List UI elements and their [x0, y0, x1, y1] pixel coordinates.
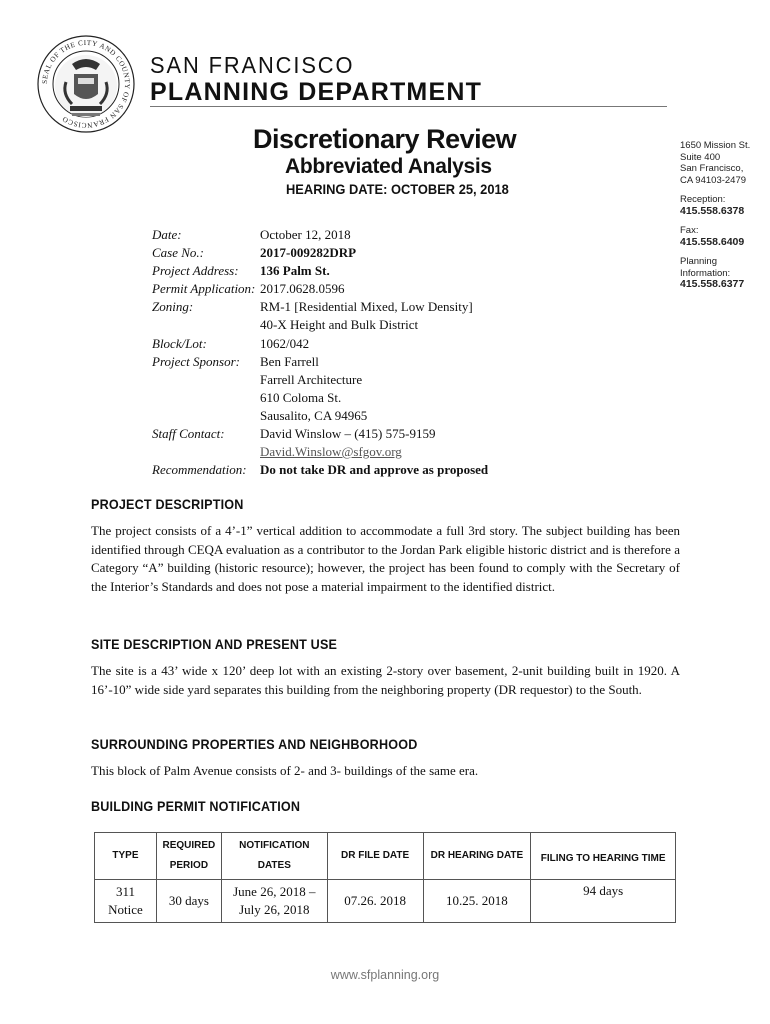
sponsor-value: Farrell Architecture	[260, 371, 363, 387]
column-header-type: TYPE	[95, 833, 157, 880]
fax-label: Fax:	[680, 225, 699, 236]
column-header-dr-file-date: DR FILE DATE	[327, 833, 423, 880]
address-line: San Francisco,	[680, 163, 744, 174]
cell-filing-to-hearing: 94 days	[531, 880, 676, 923]
planning-label: Information:	[680, 267, 731, 279]
zoning-value: RM-1 [Residential Mixed, Low Density]	[260, 299, 473, 315]
info-row-date	[152, 226, 488, 244]
sponsor-value: Ben Farrell	[260, 353, 319, 369]
seal-ring-text: SEAL OF THE CITY AND COUNTY OF SAN FRANCISCO	[40, 38, 132, 130]
section-heading-notification: BUILDING PERMIT NOTIFICATION	[91, 798, 301, 814]
info-row-address	[152, 262, 488, 280]
hearing-date: HEARING DATE: OCTOBER 25, 2018	[286, 181, 509, 197]
info-row-recommendation	[152, 461, 488, 479]
cell-dr-file-date: 07.26. 2018	[327, 880, 423, 923]
surrounding-text: This block of Palm Avenue consists of 2- and 3- buildings of the same era.	[91, 763, 479, 778]
city-seal-logo	[36, 34, 136, 134]
info-label: Staff Contact:	[152, 426, 225, 442]
staff-contact: David Winslow – (415) 575-9159	[260, 426, 436, 442]
project-description-text: The project consists of a 4’-1” vertical addition to accommodate a full 3rd story. The subject building has been identified through CEQA evaluation as a contributor to the Jordan Park eligible historic district and is therefore a Category “A” building (historic resource); however, the project has been found to comply with the Secretary of the Interior’s Standards and does not pose a material impairment to the identified district.	[91, 523, 680, 594]
info-row-case	[152, 244, 488, 262]
address-line: 1650 Mission St.	[680, 140, 751, 151]
department-name: PLANNING DEPARTMENT	[150, 78, 483, 106]
cell-dr-hearing-date: 10.25. 2018	[423, 880, 531, 923]
cell-notification-dates: June 26, 2018 – July 26, 2018	[221, 880, 327, 923]
table-header-row	[95, 833, 676, 880]
footer-url: www.sfplanning.org	[330, 968, 440, 982]
contact-sidebar	[680, 140, 765, 291]
case-info	[152, 226, 488, 479]
column-header-notification-dates: NOTIFICATION DATES	[221, 833, 327, 880]
sponsor-value: Sausalito, CA 94965	[260, 407, 368, 423]
info-label: Zoning:	[152, 299, 194, 315]
section-heading-project-description: PROJECT DESCRIPTION	[91, 496, 244, 512]
info-row-zoning	[152, 298, 488, 316]
column-header-dr-hearing-date: DR HEARING DATE	[423, 833, 531, 880]
info-row-blocklot	[152, 335, 488, 353]
info-label: Project Address:	[152, 263, 239, 279]
section-heading-site: SITE DESCRIPTION AND PRESENT USE	[91, 636, 338, 652]
recommendation-value: Do not take DR and approve as proposed	[260, 462, 489, 478]
blocklot-value: 1062/042	[260, 335, 310, 351]
info-label: Date:	[152, 227, 182, 242]
permit-number: 2017.0628.0596	[260, 281, 345, 297]
document-title: Discretionary Review	[253, 124, 517, 154]
staff-email-link[interactable]: David.Winslow@sfgov.org	[260, 444, 402, 460]
info-label: Project Sponsor:	[152, 353, 240, 369]
planning-phone: 415.558.6377	[680, 278, 745, 290]
info-label: Recommendation:	[152, 462, 247, 478]
cell-type: 311 Notice	[95, 880, 157, 923]
table-row	[95, 880, 676, 923]
planning-label: Planning	[680, 256, 717, 267]
info-row-zoning-cont	[152, 316, 488, 334]
project-address: 136 Palm St.	[260, 263, 330, 279]
reception-label: Reception:	[680, 194, 726, 205]
info-row-permit	[152, 280, 488, 298]
column-header-required-period: REQUIRED PERIOD	[156, 833, 221, 880]
department-city: SAN FRANCISCO	[150, 52, 355, 78]
column-header-filing-to-hearing: FILING TO HEARING TIME	[531, 833, 676, 880]
address-line: CA 94103-2479	[680, 174, 747, 186]
notification-table	[94, 832, 676, 923]
site-description-text: The site is a 43’ wide x 120’ deep lot with an existing 2-story over basement, 2-unit building built in 1920. A 16’-10” wide side yard separates this building from the neighboring property (DR requestor) to the South.	[91, 663, 680, 697]
section-heading-surrounding: SURROUNDING PROPERTIES AND NEIGHBORHOOD	[91, 736, 418, 752]
document-subtitle: Abbreviated Analysis	[285, 155, 492, 178]
info-row-sponsor	[152, 353, 488, 371]
sponsor-value: 610 Coloma St.	[260, 389, 342, 405]
info-label: Case No.:	[152, 245, 204, 261]
header-divider	[150, 106, 667, 107]
cell-period: 30 days	[156, 880, 221, 923]
fax-phone: 415.558.6409	[680, 235, 745, 248]
case-number: 2017-009282DRP	[260, 245, 357, 261]
seal-graphic	[36, 34, 136, 134]
info-value: October 12, 2018	[260, 227, 351, 242]
info-label: Block/Lot:	[152, 335, 207, 351]
info-label: Permit Application:	[152, 281, 256, 297]
reception-phone: 415.558.6378	[680, 204, 745, 217]
address-line: Suite 400	[680, 151, 721, 163]
info-row-staff	[152, 425, 488, 443]
zoning-value: 40-X Height and Bulk District	[260, 317, 419, 333]
